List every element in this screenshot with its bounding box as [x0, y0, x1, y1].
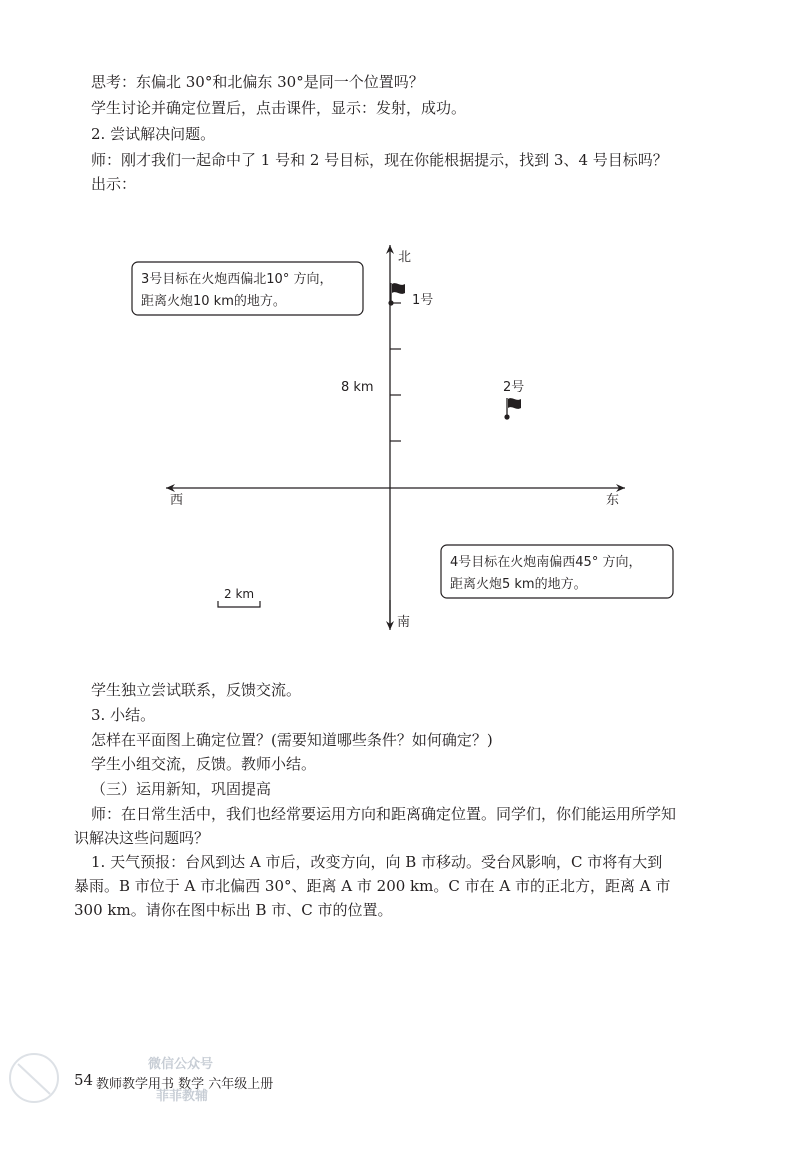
watermark-line2: 菲菲教辅: [156, 1089, 209, 1104]
paragraph-group-talk: 学生小组交流，反馈。教师小结。: [91, 755, 317, 773]
scale-label: 2 km: [224, 587, 255, 601]
paragraph-teacher-question: 师：刚才我们一起命中了 1 号和 2 号目标，现在你能根据提示，找到 3、4 号目标吗？: [91, 151, 668, 169]
paragraph-summary-heading: 3. 小结。: [91, 706, 156, 724]
target4-hint-line2: 距离火炮5 km的地方。: [450, 577, 587, 592]
paragraph-weather-3: 300 km。请你在图中标出 B 市、C 市的位置。: [74, 901, 393, 919]
watermark-line1: 微信公众号: [148, 1057, 214, 1072]
paragraph-show: 出示：: [91, 175, 137, 193]
west-label: 西: [170, 493, 184, 508]
paragraph-discuss: 学生讨论并确定位置后，点击课件，显示：发射，成功。: [91, 99, 467, 117]
paragraph-teacher-apply-2: 识解决这些问题吗？: [74, 829, 210, 847]
target3-hint-line2: 距离火炮10 km的地方。: [141, 294, 286, 309]
section-heading-apply: （三）运用新知，巩固提高: [91, 780, 272, 798]
paragraph-students-try: 学生独立尝试联系，反馈交流。: [91, 681, 302, 699]
scale-bar: [218, 601, 260, 607]
flag-2-icon: [504, 398, 521, 420]
page-number: 54: [74, 1071, 94, 1089]
book-title: 教师教学用书 数学 六年级上册: [96, 1077, 274, 1092]
south-label: 南: [397, 615, 411, 630]
paragraph-how-question: 怎样在平面图上确定位置？(需要知道哪些条件？如何确定？): [91, 731, 493, 749]
paragraph-weather-2: 暴雨。B 市位于 A 市北偏西 30°、距离 A 市 200 km。C 市在 A 市的正北方，距离 A 市: [74, 877, 671, 895]
target1-label: 1号: [412, 293, 434, 308]
target4-hint-line1: 4号目标在火炮南偏西45° 方向，: [450, 555, 642, 570]
target2-label: 2号: [503, 380, 525, 395]
paragraph-teacher-apply-1: 师：在日常生活中，我们也经常要运用方向和距离确定位置。同学们，你们能运用所学知: [91, 805, 677, 823]
paragraph-try-heading: 2. 尝试解决问题。: [91, 125, 216, 143]
east-label: 东: [606, 493, 620, 508]
target3-hint-line1: 3号目标在火炮西偏北10° 方向，: [141, 272, 333, 287]
distance-label: 8 km: [341, 380, 374, 395]
flag-1-icon: [388, 283, 405, 306]
north-label: 北: [398, 250, 412, 265]
paragraph-weather-1: 1. 天气预报：台风到达 A 市后，改变方向，向 B 市移动。受台风影响，C 市将有大到: [91, 853, 663, 871]
paragraph-think: 思考：东偏北 30°和北偏东 30°是同一个位置吗？: [91, 73, 424, 91]
